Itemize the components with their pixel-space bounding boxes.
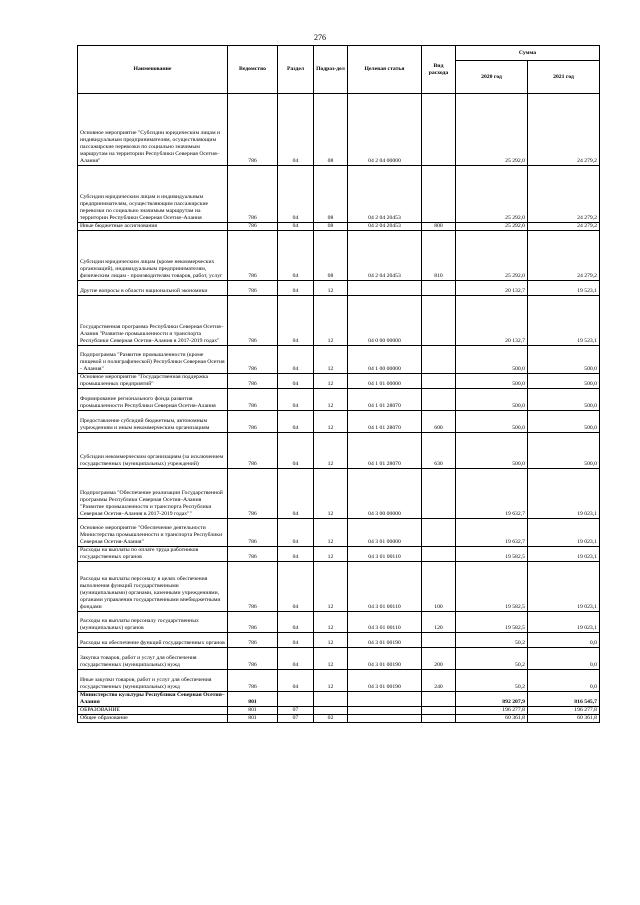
row-subsection-cell: 12 — [314, 670, 348, 692]
row-2020-cell: 20 132,7 — [456, 281, 528, 296]
row-target-cell: 04 1 01 28070 — [348, 389, 422, 411]
row-section-cell: 04 — [278, 469, 314, 519]
row-2020-cell: 25 292,0 — [456, 166, 528, 223]
row-name-cell: Основное мероприятие "Обеспечение деятельности Министерства промышленности и транспорта Республики Северная Осетия-Алания" — [78, 519, 228, 547]
header-exp-type: Вид расхода — [422, 46, 456, 94]
row-exp-type-cell — [422, 707, 456, 715]
row-section-cell: 04 — [278, 296, 314, 346]
row-exp-type-cell — [422, 346, 456, 374]
row-name-cell: Расходы на выплаты персоналу государственных (муниципальных) органов — [78, 612, 228, 633]
row-dept-cell: 786 — [228, 166, 278, 223]
header-2020: 2020 год — [456, 61, 528, 94]
row-name-cell: Основное мероприятие "Государственная поддержка промышленных предприятий" — [78, 374, 228, 389]
row-2020-cell: 500,0 — [456, 389, 528, 411]
row-2021-cell: 24 279,2 — [528, 223, 600, 231]
row-target-cell: 04 3 01 00000 — [348, 519, 422, 547]
row-2021-cell: 0,0 — [528, 633, 600, 648]
row-exp-type-cell: 630 — [422, 433, 456, 469]
row-dept-cell: 786 — [228, 469, 278, 519]
row-name-cell: Субсидии юридическим лицам и индивидуальным предпринимателям, осуществляющим пассажирские перевозки по социально значимым маршрутам на территории Республики Северная Осетия–Алания — [78, 166, 228, 223]
table-row — [78, 707, 600, 715]
row-section-cell: 04 — [278, 166, 314, 223]
table-row — [78, 469, 600, 519]
row-2021-cell: 24 279,2 — [528, 231, 600, 281]
row-exp-type-cell: 800 — [422, 223, 456, 231]
row-section-cell: 07 — [278, 707, 314, 715]
table-row — [78, 692, 600, 707]
row-target-cell: 04 3 01 00190 — [348, 670, 422, 692]
row-section-cell: 04 — [278, 346, 314, 374]
row-name-cell: Другие вопросы в области национальной экономики — [78, 281, 228, 296]
row-name-cell: Иные бюджетные ассигнования — [78, 223, 228, 231]
row-subsection-cell: 12 — [314, 469, 348, 519]
row-dept-cell: 786 — [228, 281, 278, 296]
table-row — [78, 296, 600, 346]
row-2021-cell: 60 361,8 — [528, 715, 600, 723]
row-subsection-cell: 12 — [314, 389, 348, 411]
row-subsection-cell: 12 — [314, 433, 348, 469]
row-dept-cell: 786 — [228, 433, 278, 469]
page-number: 276 — [314, 33, 326, 42]
row-section-cell: 04 — [278, 562, 314, 612]
row-name-cell: Министерство культуры Республики Северная Осетия–Алания — [78, 692, 228, 707]
row-target-cell: 04 3 01 00190 — [348, 648, 422, 670]
row-section-cell: 04 — [278, 94, 314, 166]
row-2020-cell: 25 292,0 — [456, 231, 528, 281]
row-exp-type-cell — [422, 519, 456, 547]
row-subsection-cell: 12 — [314, 633, 348, 648]
row-target-cell: 04 3 01 00110 — [348, 562, 422, 612]
row-subsection-cell: 08 — [314, 231, 348, 281]
table-row — [78, 374, 600, 389]
row-subsection-cell: 12 — [314, 648, 348, 670]
row-dept-cell: 786 — [228, 296, 278, 346]
row-target-cell: 04 3 01 00110 — [348, 612, 422, 633]
row-section-cell: 04 — [278, 223, 314, 231]
row-2021-cell: 24 279,2 — [528, 94, 600, 166]
row-name-cell: Расходы на выплаты по оплате труда работников государственных органов — [78, 547, 228, 562]
row-exp-type-cell — [422, 296, 456, 346]
row-subsection-cell — [314, 707, 348, 715]
row-name-cell: Общее образование — [78, 715, 228, 723]
header-2021: 2021 год — [528, 61, 600, 94]
row-target-cell — [348, 692, 422, 707]
table-row — [78, 94, 600, 166]
row-exp-type-cell — [422, 281, 456, 296]
table-row — [78, 281, 600, 296]
table-row — [78, 389, 600, 411]
table-row — [78, 519, 600, 547]
row-2020-cell: 19 582,5 — [456, 612, 528, 633]
row-name-cell: Субсидии некоммерческим организациям (за исключением государственных (муниципальных) учреждений) — [78, 433, 228, 469]
row-name-cell: Иные закупки товаров, работ и услуг для обеспечения государственных (муниципальных) нужд — [78, 670, 228, 692]
row-2020-cell: 196 277,8 — [456, 707, 528, 715]
row-2020-cell: 25 292,0 — [456, 94, 528, 166]
row-subsection-cell: 08 — [314, 94, 348, 166]
row-subsection-cell — [314, 692, 348, 707]
row-subsection-cell: 12 — [314, 281, 348, 296]
row-target-cell: 04 2 04 00000 — [348, 94, 422, 166]
row-section-cell: 04 — [278, 633, 314, 648]
row-subsection-cell: 12 — [314, 562, 348, 612]
row-subsection-cell: 12 — [314, 374, 348, 389]
row-2021-cell: 19 523,1 — [528, 281, 600, 296]
row-2021-cell: 500,0 — [528, 411, 600, 433]
header-subsection: Подраз-дел — [314, 46, 348, 94]
row-2020-cell: 50,2 — [456, 633, 528, 648]
header-section: Раздел — [278, 46, 314, 94]
row-exp-type-cell: 200 — [422, 648, 456, 670]
row-2021-cell: 500,0 — [528, 433, 600, 469]
row-exp-type-cell — [422, 374, 456, 389]
row-2021-cell: 500,0 — [528, 346, 600, 374]
table-row — [78, 223, 600, 231]
row-section-cell: 04 — [278, 612, 314, 633]
row-2021-cell: 19 523,1 — [528, 296, 600, 346]
table-row — [78, 166, 600, 223]
row-name-cell: Подпрограмма "Развитие промышленности (кроме пищевой и полиграфической) Республики Северная Осетия - Алания" — [78, 346, 228, 374]
row-name-cell: Основное мероприятие "Субсидии юридическим лицам и индивидуальным предпринимателям, осуществляющим пассажирские перевозки по социально значимым маршрутам на территории Республики Северная Осетия–Алания" — [78, 94, 228, 166]
row-2020-cell: 500,0 — [456, 346, 528, 374]
table-row — [78, 633, 600, 648]
row-exp-type-cell — [422, 94, 456, 166]
row-section-cell: 04 — [278, 433, 314, 469]
row-dept-cell: 801 — [228, 707, 278, 715]
row-dept-cell: 786 — [228, 547, 278, 562]
row-name-cell: Предоставление субсидий бюджетным, автономным учреждениям и иным некоммерческим организациям — [78, 411, 228, 433]
table-row — [78, 346, 600, 374]
table-row — [78, 648, 600, 670]
row-dept-cell: 801 — [228, 692, 278, 707]
row-dept-cell: 786 — [228, 648, 278, 670]
row-dept-cell: 786 — [228, 223, 278, 231]
row-2020-cell: 60 361,8 — [456, 715, 528, 723]
row-2021-cell: 19 023,1 — [528, 612, 600, 633]
row-target-cell — [348, 707, 422, 715]
row-2020-cell: 19 582,5 — [456, 562, 528, 612]
row-section-cell: 04 — [278, 670, 314, 692]
row-2021-cell: 196 277,8 — [528, 707, 600, 715]
row-subsection-cell: 12 — [314, 547, 348, 562]
row-exp-type-cell — [422, 692, 456, 707]
row-name-cell: Субсидии юридическим лицам (кроме некоммерческих организаций), индивидуальным предпринимателям, физическим лицам - производителям товаров, работ, услуг — [78, 231, 228, 281]
row-2021-cell: 19 023,1 — [528, 469, 600, 519]
row-dept-cell: 786 — [228, 374, 278, 389]
row-section-cell: 04 — [278, 281, 314, 296]
row-section-cell: 07 — [278, 715, 314, 723]
row-target-cell: 04 0 00 00000 — [348, 296, 422, 346]
row-2020-cell: 50,2 — [456, 648, 528, 670]
row-2021-cell: 500,0 — [528, 374, 600, 389]
row-target-cell: 04 1 01 28070 — [348, 411, 422, 433]
row-dept-cell: 786 — [228, 633, 278, 648]
row-2021-cell: 19 023,1 — [528, 519, 600, 547]
row-target-cell: 04 1 00 00000 — [348, 346, 422, 374]
row-2021-cell: 19 023,1 — [528, 562, 600, 612]
row-section-cell: 04 — [278, 411, 314, 433]
row-target-cell — [348, 715, 422, 723]
row-name-cell: Расходы на обеспечение функций государственных органов — [78, 633, 228, 648]
header-sum: Сумма — [456, 46, 600, 61]
row-dept-cell: 786 — [228, 411, 278, 433]
row-2020-cell: 500,0 — [456, 411, 528, 433]
row-exp-type-cell: 240 — [422, 670, 456, 692]
row-2020-cell: 19 632,7 — [456, 519, 528, 547]
row-subsection-cell: 08 — [314, 223, 348, 231]
row-subsection-cell: 02 — [314, 715, 348, 723]
row-target-cell: 04 3 01 00110 — [348, 547, 422, 562]
row-subsection-cell: 12 — [314, 612, 348, 633]
row-2021-cell: 0,0 — [528, 648, 600, 670]
row-name-cell: Подпрограмма "Обеспечение реализации Государственной программы Республики Северная Осетия–Алания "Развитие промышленности и транспорта Республики Северная Осетия–Алания в 2017-2019 годах"" — [78, 469, 228, 519]
row-target-cell: 04 3 01 00190 — [348, 633, 422, 648]
row-exp-type-cell — [422, 166, 456, 223]
budget-table — [77, 45, 600, 723]
table-row — [78, 433, 600, 469]
row-name-cell: Государственная программа Республики Северная Осетия–Алания "Развитие промышленности и транспорта Республики Северная Осетия–Алания в 2017-2019 годах" — [78, 296, 228, 346]
row-subsection-cell: 12 — [314, 296, 348, 346]
row-name-cell: Закупка товаров, работ и услуг для обеспечения государственных (муниципальных) нужд — [78, 648, 228, 670]
table-row — [78, 547, 600, 562]
row-dept-cell: 786 — [228, 346, 278, 374]
row-2020-cell: 19 632,7 — [456, 469, 528, 519]
row-target-cell: 04 2 04 20453 — [348, 231, 422, 281]
row-section-cell — [278, 692, 314, 707]
row-target-cell: 04 1 01 00000 — [348, 374, 422, 389]
row-exp-type-cell — [422, 469, 456, 519]
row-2021-cell: 500,0 — [528, 389, 600, 411]
row-dept-cell: 786 — [228, 389, 278, 411]
table-row — [78, 715, 600, 723]
row-2021-cell: 24 279,2 — [528, 166, 600, 223]
row-name-cell: ОБРАЗОВАНИЕ — [78, 707, 228, 715]
row-dept-cell: 786 — [228, 612, 278, 633]
table-row — [78, 612, 600, 633]
row-2020-cell: 25 292,0 — [456, 223, 528, 231]
header-target: Целевая статья — [348, 46, 422, 94]
table-row — [78, 231, 600, 281]
header-dept: Ведомство — [228, 46, 278, 94]
row-target-cell: 04 2 04 20453 — [348, 223, 422, 231]
row-2021-cell: 816 545,7 — [528, 692, 600, 707]
row-dept-cell: 786 — [228, 562, 278, 612]
row-name-cell: Формирование регионального фонда развития промышленности Республики Северная Осетия-Алания — [78, 389, 228, 411]
row-2020-cell: 500,0 — [456, 374, 528, 389]
row-dept-cell: 801 — [228, 715, 278, 723]
row-section-cell: 04 — [278, 374, 314, 389]
row-exp-type-cell — [422, 633, 456, 648]
row-exp-type-cell — [422, 547, 456, 562]
row-subsection-cell: 12 — [314, 519, 348, 547]
table-row — [78, 670, 600, 692]
row-2020-cell: 20 132,7 — [456, 296, 528, 346]
row-dept-cell: 786 — [228, 670, 278, 692]
row-subsection-cell: 12 — [314, 346, 348, 374]
row-section-cell: 04 — [278, 519, 314, 547]
row-dept-cell: 786 — [228, 231, 278, 281]
row-exp-type-cell: 810 — [422, 231, 456, 281]
row-target-cell: 04 2 04 20453 — [348, 166, 422, 223]
table-row — [78, 562, 600, 612]
row-exp-type-cell — [422, 389, 456, 411]
row-subsection-cell: 08 — [314, 166, 348, 223]
row-target-cell: 04 3 00 00000 — [348, 469, 422, 519]
row-dept-cell: 786 — [228, 94, 278, 166]
header-name: Наименование — [78, 46, 228, 94]
row-section-cell: 04 — [278, 547, 314, 562]
row-section-cell: 04 — [278, 648, 314, 670]
row-exp-type-cell: 600 — [422, 411, 456, 433]
row-2020-cell: 50,2 — [456, 670, 528, 692]
row-2020-cell: 892 207,9 — [456, 692, 528, 707]
table-row — [78, 411, 600, 433]
row-exp-type-cell — [422, 715, 456, 723]
row-2020-cell: 19 582,5 — [456, 547, 528, 562]
table-body — [78, 94, 600, 723]
row-target-cell — [348, 281, 422, 296]
row-section-cell: 04 — [278, 231, 314, 281]
row-dept-cell: 786 — [228, 519, 278, 547]
row-exp-type-cell: 120 — [422, 612, 456, 633]
row-target-cell: 04 1 01 28070 — [348, 433, 422, 469]
row-exp-type-cell: 100 — [422, 562, 456, 612]
row-2020-cell: 500,0 — [456, 433, 528, 469]
row-2021-cell: 0,0 — [528, 670, 600, 692]
row-section-cell: 04 — [278, 389, 314, 411]
row-name-cell: Расходы на выплаты персоналу в целях обеспечения выполнения функций государственными (муниципальными) органами, казенными учреждениями, органами управления государственными внебюджетными фондами — [78, 562, 228, 612]
row-2021-cell: 19 023,1 — [528, 547, 600, 562]
row-subsection-cell: 12 — [314, 411, 348, 433]
